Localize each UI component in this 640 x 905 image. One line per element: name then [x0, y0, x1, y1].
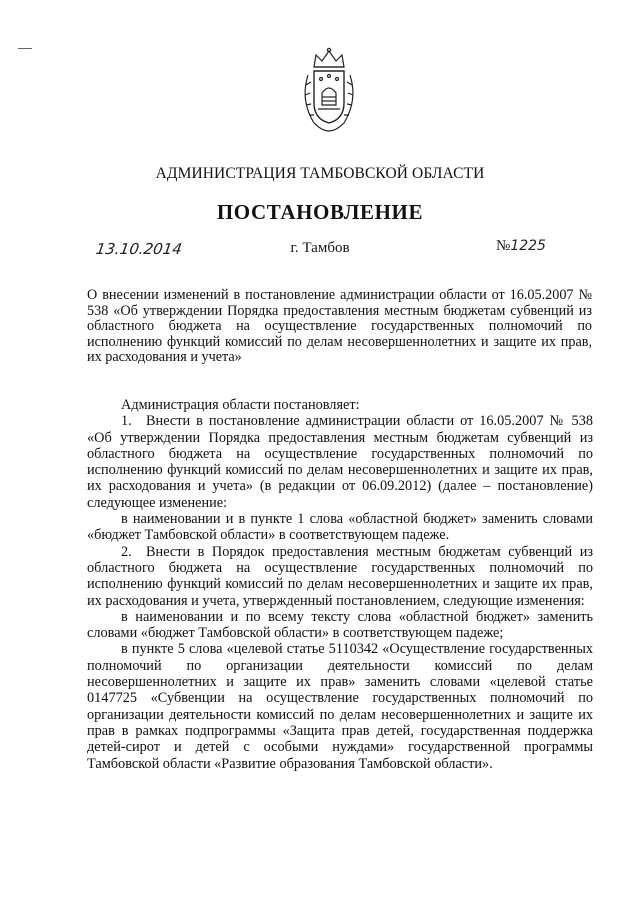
- document-subject: О внесении изменений в постановление администрации области от 16.05.2007 № 538 «Об утверждении Порядка предоставления местным бюджетам субвенций из областного бюджета на осуществление государственных полномочий по исполнению функций комиссий по делам несовершеннолетних и защите их прав, их расходования и учета»: [87, 287, 592, 365]
- item-1: 1. Внести в постановление администрации области от 16.05.2007 № 538 «Об утверждении Порядка предоставления местным бюджетам субвенций из областного бюджета на осуществление государственных полномочий по исполнению функций комиссий по делам несовершеннолетних и защите их прав, их расходования и учета» (в редакции от 06.09.2012) (далее – постановление) следующее изменение:: [87, 413, 593, 511]
- number-prefix: №: [496, 238, 511, 254]
- item-2: 2. Внести в Порядок предоставления местным бюджетам субвенций из областного бюджета на осуществление государственных полномочий по исполнению функций комиссий по делам несовершеннолетних и защите их прав, их расходования и учета, утвержденный постановлением, следующие изменения:: [87, 543, 593, 609]
- document-body: [87, 397, 593, 772]
- organization-title: АДМИНИСТРАЦИЯ ТАМБОВСКОЙ ОБЛАСТИ: [155, 165, 485, 182]
- document-date: 13.10.2014: [94, 240, 184, 258]
- item-2-change-1: в наименовании и по всему тексту слова «областной бюджет» заменить словами «бюджет Тамбовской области» в соответствующем падеже;: [87, 608, 593, 642]
- document-city: г. Тамбов: [290, 240, 350, 256]
- number-value: 1225: [510, 238, 546, 254]
- scan-mark: [18, 48, 32, 49]
- coat-of-arms-icon: [296, 45, 362, 135]
- preamble: Администрация области постановляет:: [121, 397, 360, 413]
- item-1-change: в наименовании и в пункте 1 слова «областной бюджет» заменить словами «бюджет Тамбовской области» в соответствующем падеже.: [87, 511, 593, 544]
- item-2-change-2: в пункте 5 слова «целевой статье 5110342 «Осуществление государственных полномочий по организации деятельности комиссий по делам несовершеннолетних и защите их прав» заменить словами «целевой статье 0147725 «Субвенции на осуществление государственных полномочий по организации деятельности комиссий по делам несовершеннолетних и защите их прав в рамках подпрограммы «Защита прав детей, государственная поддержка детей-сирот и детей с особыми нуждами» государственной программы Тамбовской области «Развитие образования Тамбовской области».: [87, 641, 593, 772]
- document-number: [496, 238, 546, 255]
- document-type-title: ПОСТАНОВЛЕНИЕ: [216, 200, 424, 224]
